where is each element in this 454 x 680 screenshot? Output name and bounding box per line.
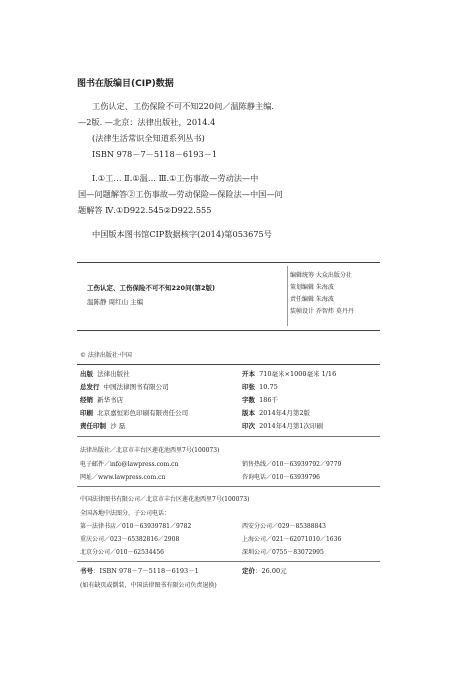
cip-line: Ⅰ.①工… Ⅱ.①温… Ⅲ.①工伤事故—劳动法—中: [92, 173, 259, 183]
cip-line: (法律生活常识全知道系列丛书): [92, 133, 205, 143]
return-note: (如有缺页或倒装，中国法律图书有限公司负责退换): [80, 582, 217, 589]
divider: [77, 330, 380, 331]
branch-phone: 深圳公司／0755－83072995: [242, 549, 324, 556]
pub-row: 经销 新华书店: [80, 396, 124, 404]
pub-row: 开本 710毫米×1000毫米 1/16: [242, 370, 337, 378]
staff-line: 装帧设计 乔智炜 莫丹丹: [290, 308, 354, 315]
branch-phone: 上海公司／021－62071010／1636: [242, 536, 342, 543]
copyright-line: © 法律出版社·中国: [80, 352, 132, 359]
cip-line: ISBN 978－7－5118－6193－1: [92, 149, 218, 159]
publisher-address: 法律出版社／北京市丰台区莲花池西里7号(100073): [80, 447, 220, 454]
branches-intro: 全国各地中法图分、子公司电话：: [80, 510, 171, 517]
staff-line: 策划编辑 朱海波: [290, 284, 334, 291]
branch-phone: 西安分公司／029－85388843: [242, 523, 326, 530]
column-divider: [287, 266, 288, 326]
divider: [77, 364, 380, 365]
cip-line: 国—问题解答②工伤事故—劳动保险—保险法—中国—问: [78, 189, 283, 199]
cip-line: —2版. —北京：法律出版社，2014.4: [78, 117, 216, 127]
pub-row: 印次 2014年4月第1次印刷: [242, 422, 323, 430]
pub-row: 总发行 中国法律图书有限公司: [80, 383, 169, 391]
inquiry-phone: 咨询电话／010－63939796: [242, 474, 320, 481]
pub-row: 印张 10.75: [242, 383, 278, 391]
publisher-website: 网址／www.lawpress.com.cn: [80, 474, 166, 481]
branch-phone: 第一法律书店／010－63939781／9782: [80, 523, 192, 530]
pub-row: 字数 186千: [242, 396, 279, 404]
book-editors: 温陈静 周红山 主编: [87, 298, 144, 306]
pub-row: 印刷 北京嘉恒彩色印刷有限责任公司: [80, 409, 189, 417]
publisher-email: 电子邮件／info@lawpress.com.cn: [80, 461, 179, 468]
book-title: 工伤认定、工伤保险不可不知220问(第2版): [87, 284, 216, 292]
staff-line: 编辑统筹 大众出版分社: [290, 272, 352, 279]
pub-row: 出版 法律出版社: [80, 370, 130, 378]
divider: [77, 486, 380, 487]
branch-phone: 北京分公司／010－62534456: [80, 549, 164, 556]
pub-row: 责任印制 沙 磊: [80, 422, 126, 430]
price-line: 定价：26.00元: [242, 567, 287, 575]
divider: [77, 262, 380, 263]
branch-phone: 重庆公司／023－65382816／2908: [80, 536, 180, 543]
cip-line: 题解答 Ⅳ.①D922.545②D922.555: [78, 205, 212, 215]
sales-hotline: 销售热线／010－63939792／9779: [242, 461, 342, 468]
cip-line: 工伤认定、工伤保险不可不知220问／温陈静主编.: [92, 101, 274, 111]
isbn-line: 书号：ISBN 978－7－5118－6193－1: [80, 567, 199, 575]
staff-line: 责任编辑 朱海波: [290, 296, 334, 303]
distributor-address: 中国法律图书有限公司／北京市丰台区莲花池西里7号(100073): [80, 496, 250, 503]
divider: [77, 561, 380, 562]
cip-record-number: 中国版本图书馆CIP数据核字(2014)第053675号: [92, 229, 272, 239]
pub-row: 版本 2014年4月第2版: [242, 409, 310, 417]
cip-heading: 图书在版编目(CIP)数据: [77, 79, 174, 89]
divider: [77, 436, 380, 437]
